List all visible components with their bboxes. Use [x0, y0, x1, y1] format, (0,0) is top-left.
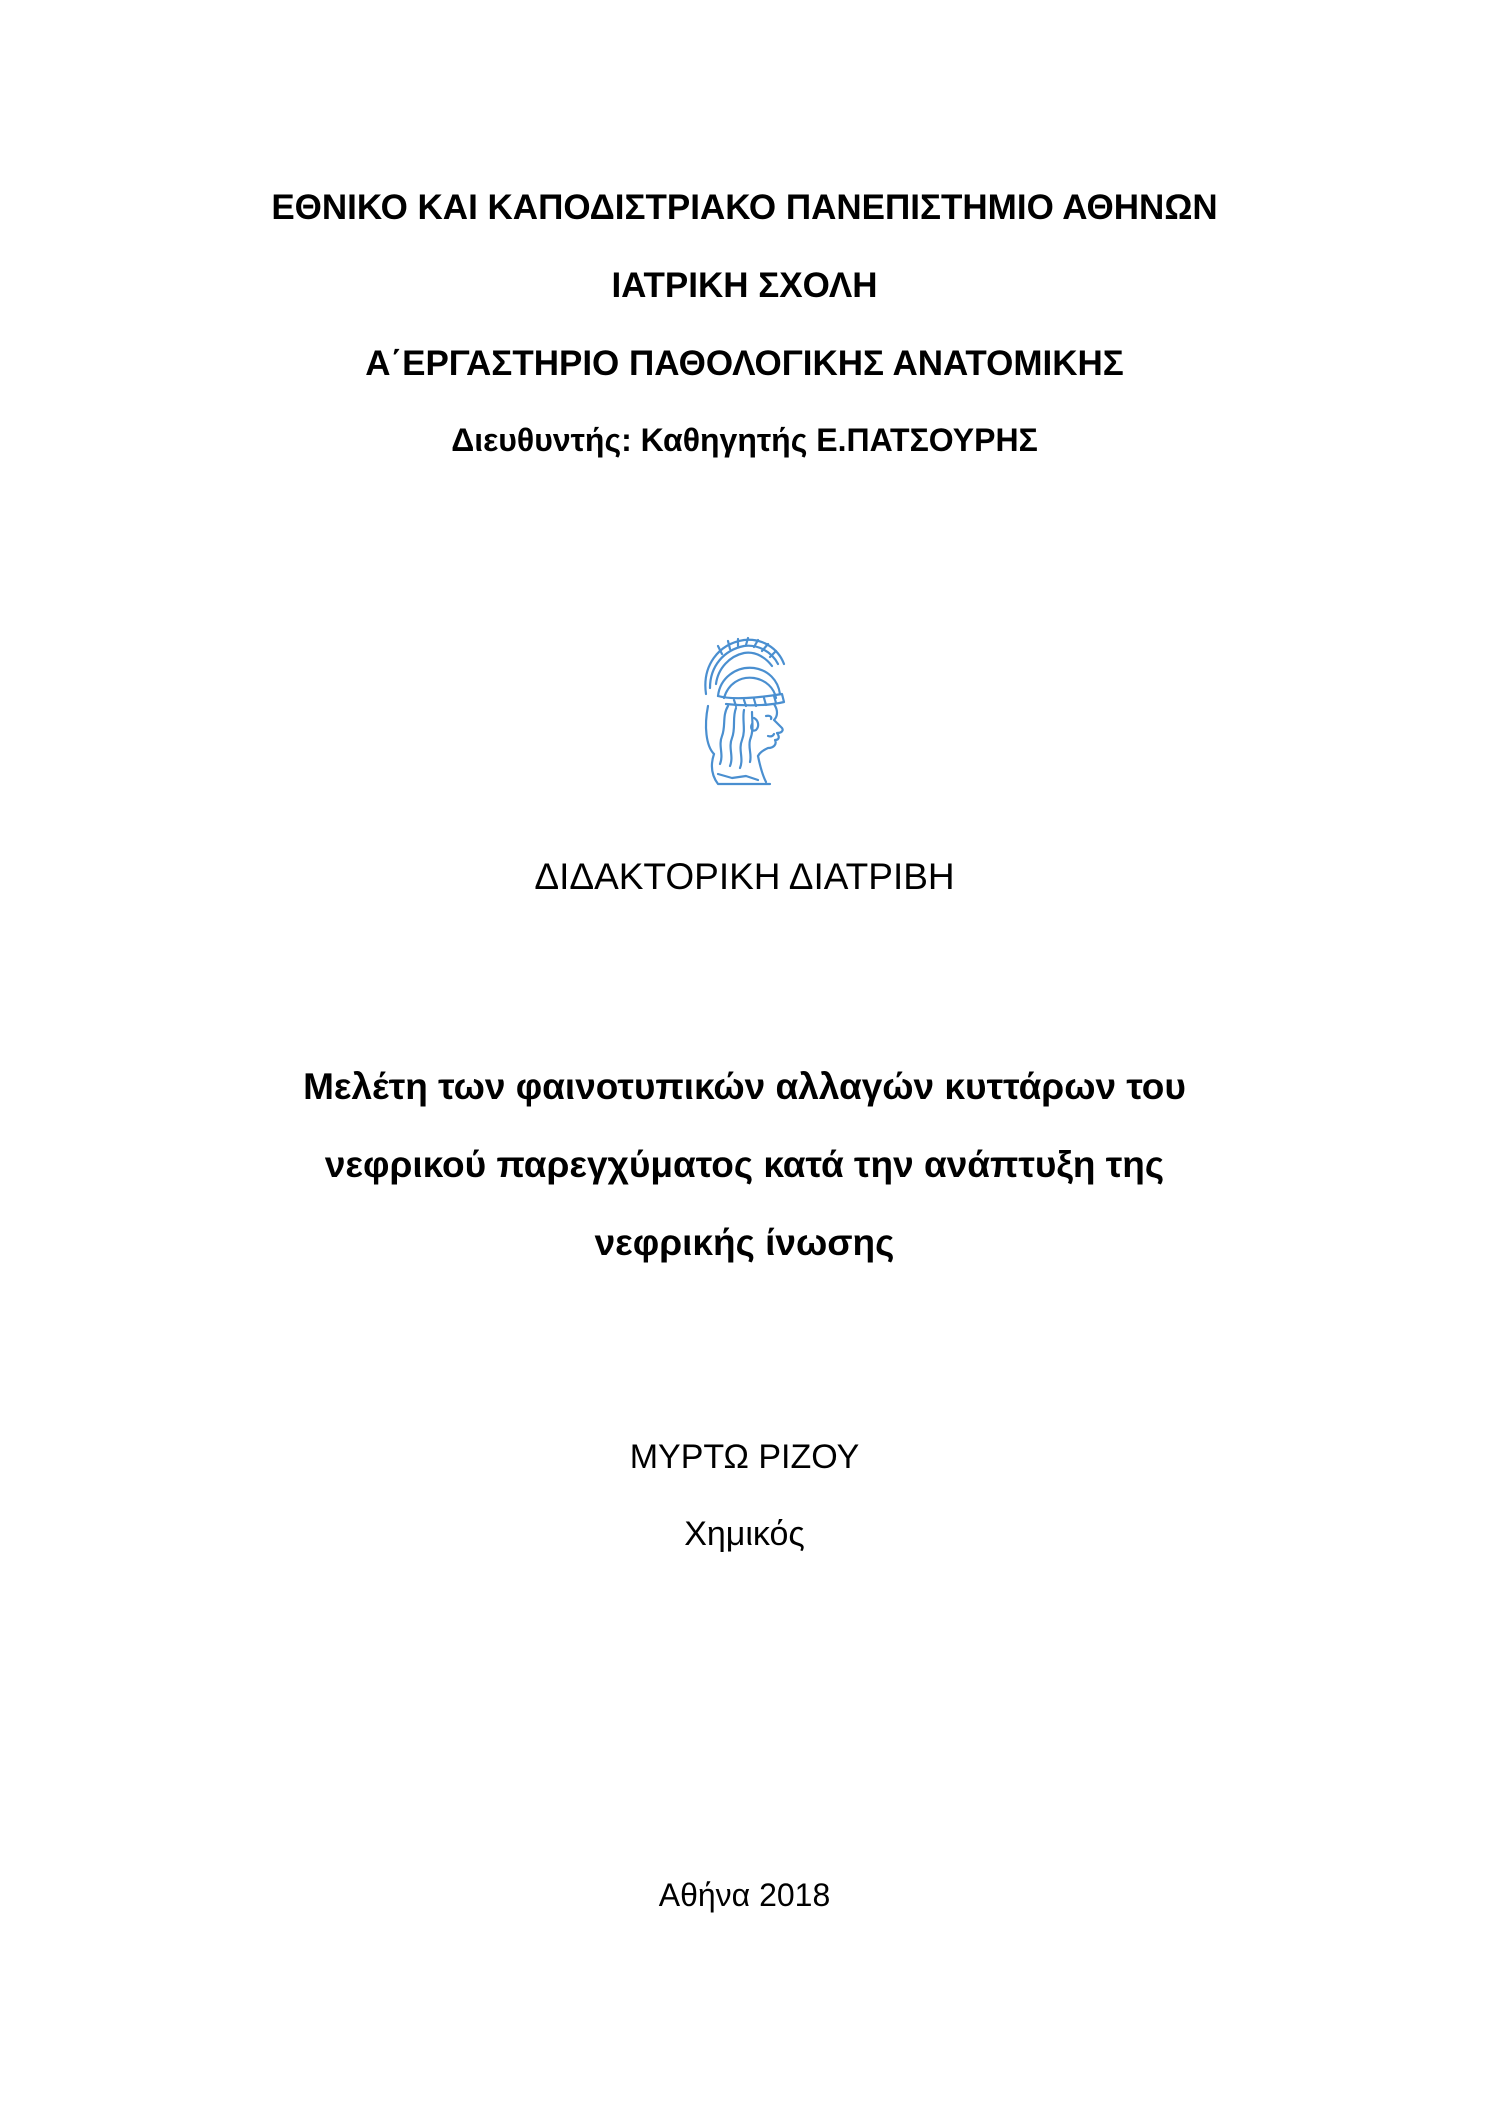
- thesis-title-line-1: Μελέτη των φαινοτυπικών αλλαγών κυττάρων του: [303, 1066, 1186, 1107]
- laboratory-name: Α΄ΕΡΓΑΣΤΗΡΙΟ ΠΑΘΟΛΟΓΙΚΗΣ ΑΝΑΤΟΜΙΚΗΣ: [365, 344, 1124, 383]
- thesis-title-line-2: νεφρικού παρεγχύματος κατά την ανάπτυξη της: [324, 1144, 1165, 1185]
- thesis-title-line-3: νεφρικής ίνωσης: [594, 1222, 895, 1263]
- author-name: ΜΥΡΤΩ ΡΙΖΟΥ: [629, 1438, 860, 1476]
- school-name: ΙΑΤΡΙΚΗ ΣΧΟΛΗ: [611, 266, 878, 305]
- director-line: Διευθυντής: Καθηγητής Ε.ΠΑΤΣΟΥΡΗΣ: [451, 422, 1038, 458]
- document-type: ΔΙΔΑΚΤΟΡΙΚΗ ΔΙΑΤΡΙΒΗ: [534, 856, 955, 897]
- place-and-year: Αθήνα 2018: [658, 1877, 831, 1913]
- author-profession: Χημικός: [684, 1515, 805, 1553]
- athena-helmet-head-logo: [688, 636, 798, 788]
- university-name: ΕΘΝΙΚΟ ΚΑΙ ΚΑΠΟΔΙΣΤΡΙΑΚΟ ΠΑΝΕΠΙΣΤΗΜΙΟ ΑΘΗΝΩΝ: [271, 188, 1218, 227]
